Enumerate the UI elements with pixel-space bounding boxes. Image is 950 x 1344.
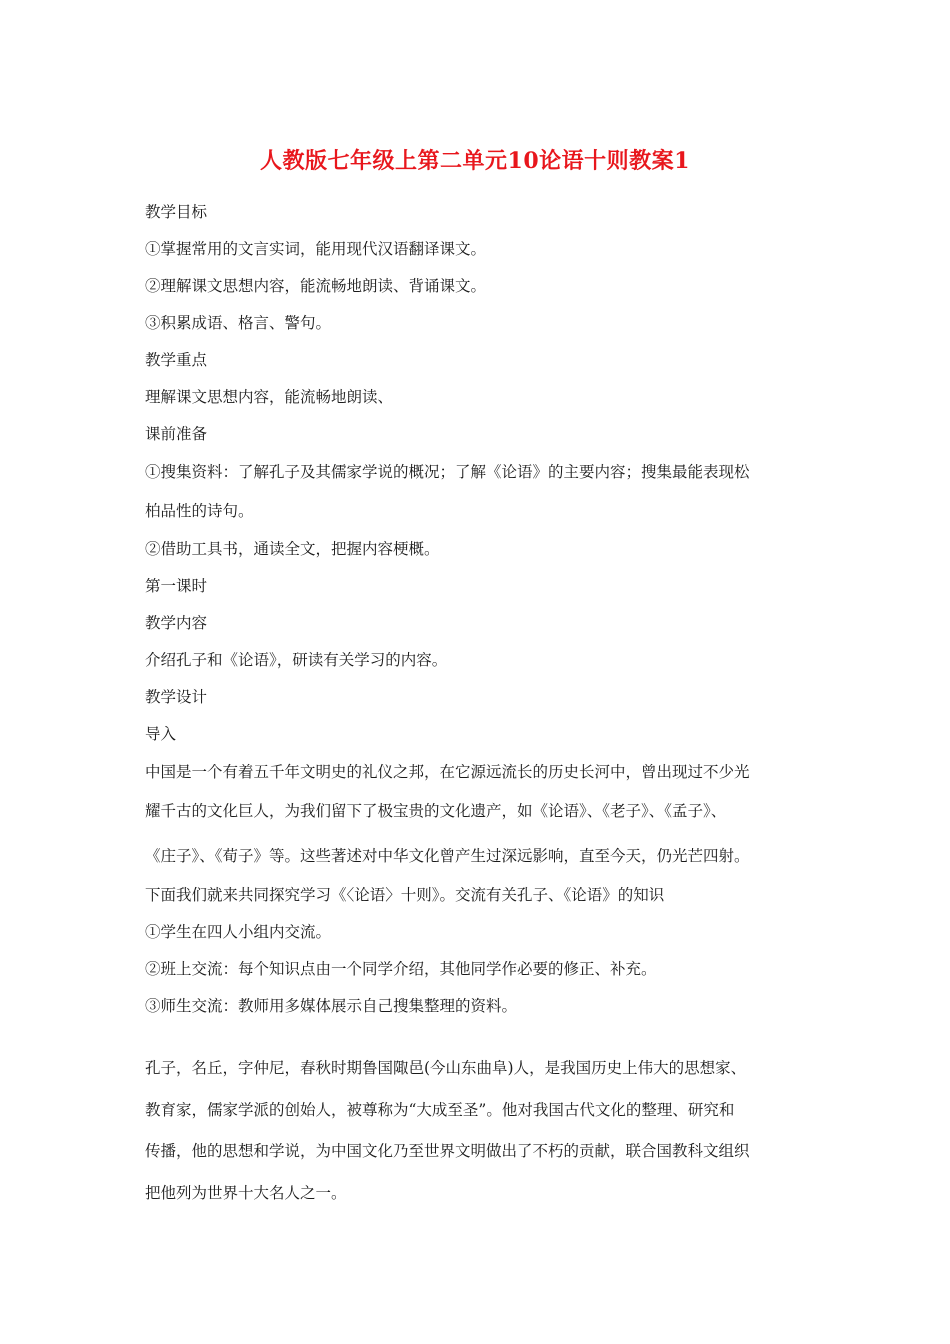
prep-item-2: ②借助工具书，通读全文，把握内容梗概。 [145,540,440,558]
heading-teaching-design: 教学设计 [145,688,208,706]
exchange-item-3: ③师生交流：教师用多媒体展示自己搜集整理的资料。 [145,997,518,1015]
focus-text: 理解课文思想内容，能流畅地朗读、 [145,388,394,406]
goal-item-1: ①掌握常用的文言实词，能用现代汉语翻译课文。 [145,240,487,258]
goal-item-3: ③积累成语、格言、警句。 [145,314,332,332]
heading-teaching-focus: 教学重点 [145,351,208,369]
exchange-item-1: ①学生在四人小组内交流。 [145,923,332,941]
intro-line-3: 《庄子》、《荀子》等。这些著述对中华文化曾产生过深远影响，直至今天，仍光芒四射。 [145,847,750,865]
goal-item-2: ②理解课文思想内容，能流畅地朗读、背诵课文。 [145,277,487,295]
content-text: 介绍孔子和《论语》，研读有关学习的内容。 [145,651,448,669]
intro-line-4: 下面我们就来共同探究学习《〈论语〉十则》。交流有关孔子、《论语》的知识 [145,886,665,904]
intro-line-1: 中国是一个有着五千年文明史的礼仪之邦，在它源远流长的历史长河中，曾出现过不少光 [145,763,750,781]
prep-item-1-line-2: 柏品性的诗句。 [145,502,254,520]
confucius-line-3: 传播，他的思想和学说，为中国文化乃至世界文明做出了不朽的贡献，联合国教科文组织 [145,1142,750,1160]
heading-introduction: 导入 [145,725,177,743]
exchange-item-2: ②班上交流：每个知识点由一个同学介绍，其他同学作必要的修正、补充。 [145,960,657,978]
document-title: 人教版七年级上第二单元10论语十则教案1 [260,148,690,174]
heading-first-lesson: 第一课时 [145,577,208,595]
confucius-line-4: 把他列为世界十大名人之一。 [145,1184,347,1202]
heading-preparation: 课前准备 [145,425,208,443]
confucius-line-2: 教育家，儒家学派的创始人，被尊称为“大成至圣”。他对我国古代文化的整理、研究和 [145,1101,735,1119]
heading-teaching-content: 教学内容 [145,614,208,632]
heading-teaching-goals: 教学目标 [145,203,208,221]
prep-item-1-line-1: ①搜集资料：了解孔子及其儒家学说的概况；了解《论语》的主要内容；搜集最能表现松 [145,463,750,481]
confucius-line-1: 孔子，名丘，字仲尼，春秋时期鲁国陬邑(今山东曲阜)人，是我国历史上伟大的思想家、 [145,1059,747,1077]
intro-line-2: 耀千古的文化巨人，为我们留下了极宝贵的文化遗产，如《论语》、《老子》、《孟子》、 [145,802,727,820]
